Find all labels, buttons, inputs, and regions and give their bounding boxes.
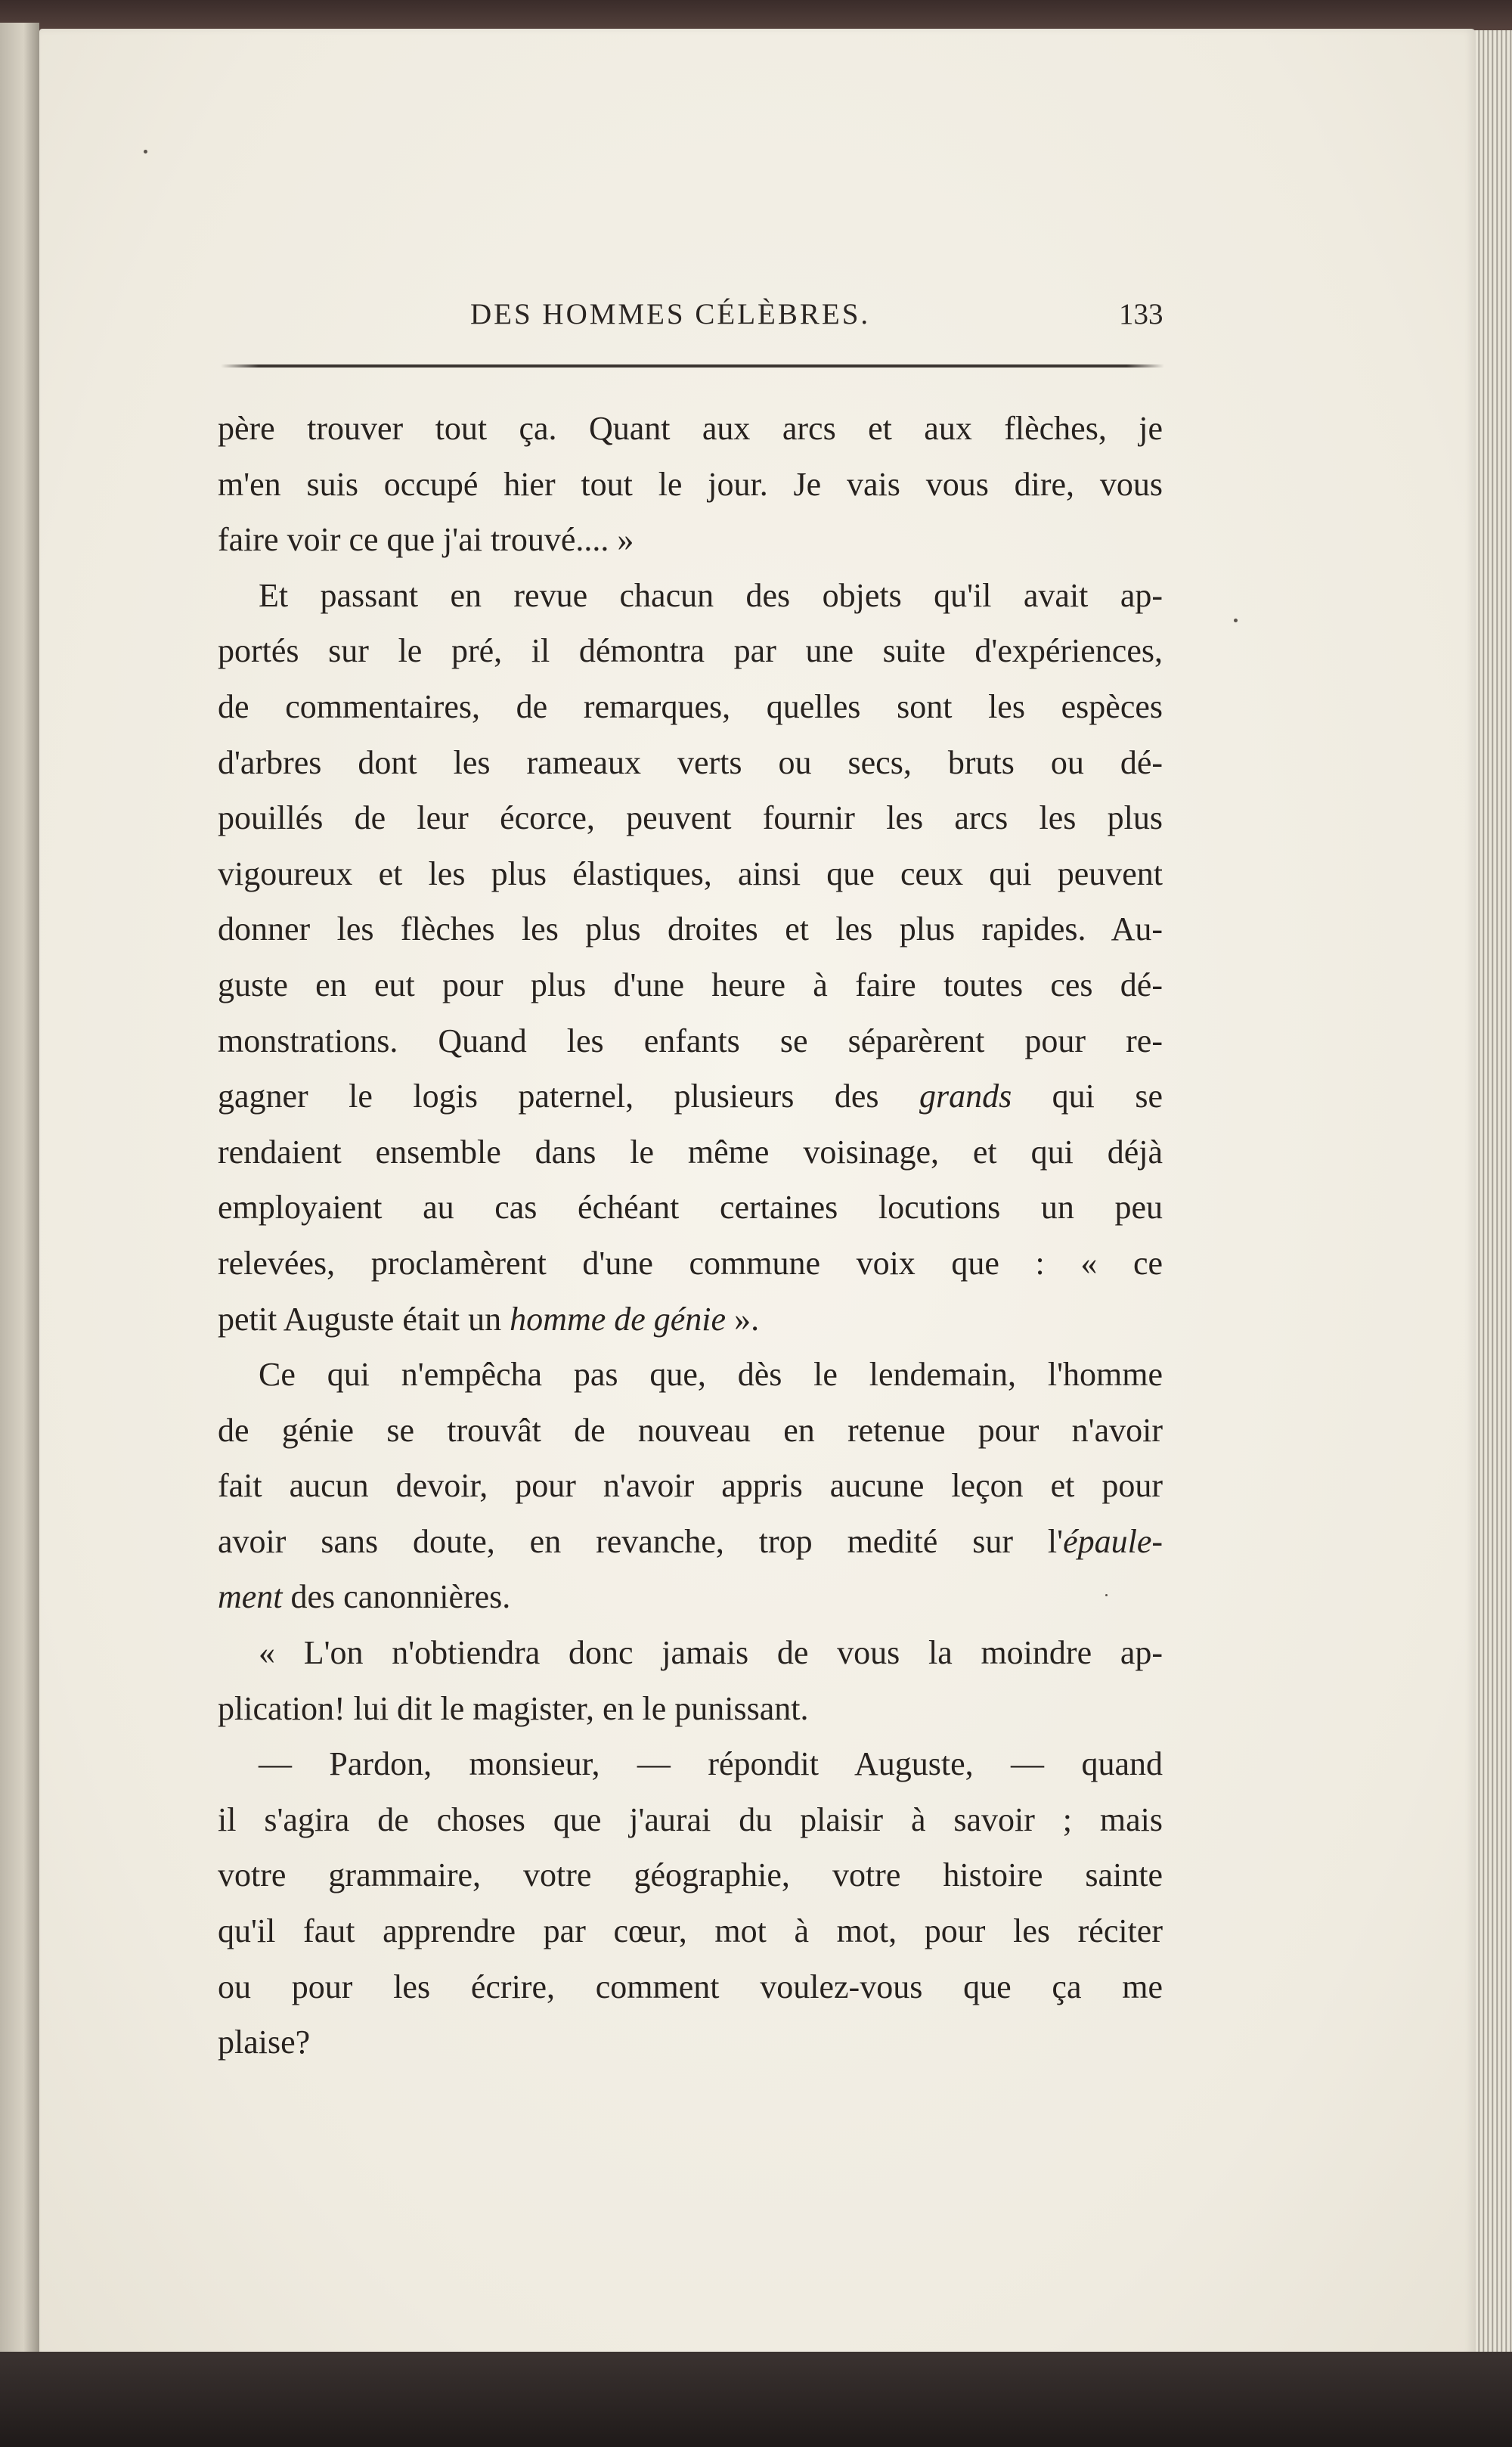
text-segment: de génie se trouvât de nouveau en retenue pour n'avoir: [218, 1411, 1163, 1449]
text-line: [218, 1236, 1163, 1292]
text-segment: plication! lui dit le magister, en le punissant.: [218, 1689, 809, 1727]
paper-speck: [1105, 1594, 1108, 1596]
text-segment: qu'il faut apprendre par cœur, mot à mot, pour les réciter: [218, 1912, 1163, 1950]
italic-text: grands: [919, 1078, 1012, 1115]
header-rule: [221, 364, 1164, 368]
text-line: [218, 1903, 1163, 1959]
text-segment: guste en eut pour plus d'une heure à faire toutes ces dé-: [218, 966, 1163, 1003]
text-segment: des canonnières.: [282, 1578, 511, 1616]
text-segment: père trouver tout ça. Quant aux arcs et aux flèches, je: [218, 410, 1163, 447]
text-line: [218, 1124, 1163, 1180]
italic-text: épaule-: [1063, 1522, 1163, 1560]
text-segment: — Pardon, monsieur, — répondit Auguste, — quand: [259, 1745, 1163, 1783]
text-line: [218, 1625, 1163, 1681]
text-line: [218, 1681, 1163, 1737]
body-text: [218, 401, 1163, 2070]
text-segment: employaient au cas échéant certaines locutions un peu: [218, 1189, 1163, 1227]
text-line: [218, 1847, 1163, 1903]
text-segment: gagner le logis paternel, plusieurs des: [218, 1078, 919, 1115]
page-number: 133: [1119, 298, 1163, 330]
text-line: [218, 1068, 1163, 1124]
dark-background-bottom: [0, 2352, 1512, 2447]
text-line: [218, 1292, 1163, 1348]
text-line: [218, 790, 1163, 846]
text-segment: qui se: [1012, 1078, 1163, 1115]
text-line: [218, 1347, 1163, 1403]
text-line: [218, 957, 1163, 1013]
text-line: [218, 623, 1163, 679]
text-line: [218, 1013, 1163, 1069]
text-segment: m'en suis occupé hier tout le jour. Je vais vous dire, vous: [218, 465, 1163, 503]
text-line: [218, 2014, 1163, 2070]
text-line: [218, 679, 1163, 735]
text-line: [218, 1569, 1163, 1625]
text-line: [218, 1736, 1163, 1792]
text-segment: ».: [726, 1300, 760, 1338]
text-segment: relevées, proclamèrent d'une commune voix que : « ce: [218, 1244, 1163, 1282]
text-line: [218, 735, 1163, 791]
text-segment: portés sur le pré, il démontra par une suite d'expériences,: [218, 632, 1163, 670]
text-line: [218, 1514, 1163, 1570]
text-segment: vigoureux et les plus élastiques, ainsi que ceux qui peuvent: [218, 854, 1163, 892]
text-segment: il s'agira de choses que j'aurai du plaisir à savoir ; mais: [218, 1800, 1163, 1838]
text-segment: de commentaires, de remarques, quelles sont les espèces: [218, 687, 1163, 725]
text-line: [218, 401, 1163, 457]
text-segment: d'arbres dont les rameaux verts ou secs, bruts ou dé-: [218, 743, 1163, 781]
running-title: DES HOMMES CÉLÈBRES.: [470, 298, 871, 330]
text-segment: « L'on n'obtiendra donc jamais de vous la moindre ap-: [259, 1634, 1163, 1672]
text-segment: faire voir ce que j'ai trouvé.... »: [218, 521, 634, 559]
text-segment: Ce qui n'empêcha pas que, dès le lendemain, l'homme: [259, 1356, 1163, 1394]
text-line: [218, 457, 1163, 513]
text-segment: donner les flèches les plus droites et les plus rapides. Au-: [218, 910, 1163, 948]
italic-text: ment: [218, 1578, 283, 1616]
paper-speck: [1234, 619, 1238, 622]
text-line: [218, 512, 1163, 568]
text-line: [218, 901, 1163, 957]
text-line: [218, 1959, 1163, 2015]
text-segment: petit Auguste était un: [218, 1300, 510, 1338]
italic-text: homme de génie: [510, 1300, 727, 1338]
text-segment: avoir sans doute, en revanche, trop medité sur l': [218, 1522, 1064, 1560]
text-segment: Et passant en revue chacun des objets qu'il avait ap-: [259, 576, 1163, 614]
facing-page-edge: [0, 23, 39, 2359]
text-line: [218, 1403, 1163, 1459]
text-line: [218, 1792, 1163, 1848]
text-segment: rendaient ensemble dans le même voisinage, et qui déjà: [218, 1133, 1163, 1171]
text-segment: pouillés de leur écorce, peuvent fournir les arcs les plus: [218, 799, 1163, 837]
text-segment: ou pour les écrire, comment voulez-vous que ça me: [218, 1968, 1163, 2005]
text-segment: monstrations. Quand les enfants se séparèrent pour re-: [218, 1022, 1163, 1059]
text-line: [218, 568, 1163, 624]
text-line: [218, 846, 1163, 902]
paper-speck: [144, 150, 147, 154]
text-segment: fait aucun devoir, pour n'avoir appris aucune leçon et pour: [218, 1467, 1163, 1505]
text-segment: votre grammaire, votre géographie, votre histoire sainte: [218, 1856, 1163, 1894]
text-segment: plaise?: [218, 2024, 311, 2061]
text-line: [218, 1458, 1163, 1514]
text-line: [218, 1180, 1163, 1236]
book-page: [39, 29, 1476, 2358]
